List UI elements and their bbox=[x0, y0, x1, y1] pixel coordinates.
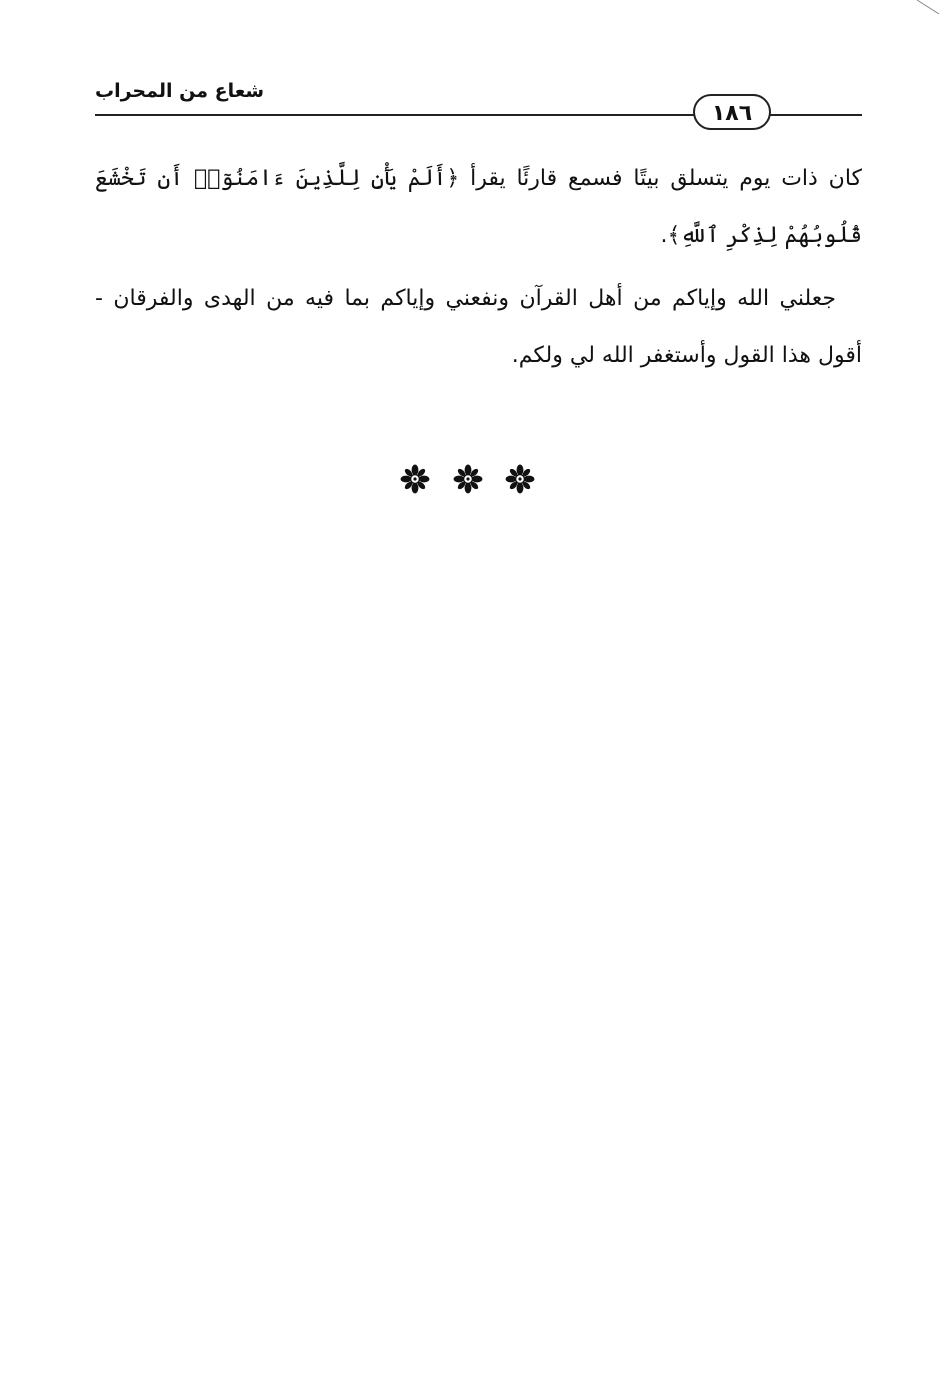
quote-close-bracket: ﴾ bbox=[667, 223, 681, 248]
scan-corner-mark bbox=[899, 0, 939, 20]
paragraph-1-end: . bbox=[660, 223, 668, 248]
running-title: شعاع من المحراب bbox=[95, 80, 265, 102]
quran-verse: أَلَمْ يَأْنِ لِلَّذِينَ ءَامَنُوٓا۟ أَن تَخْشَعَ قُلُوبُهُمْ لِذِكْرِ ٱللَّهِ bbox=[95, 166, 862, 248]
page-number: ١٨٦ bbox=[693, 94, 771, 130]
flower-ornament-icon bbox=[453, 464, 483, 494]
paragraph-1-text: كان ذات يوم يتسلق بيتًا فسمع قارئًا يقرأ bbox=[459, 166, 863, 191]
section-ornaments bbox=[400, 462, 535, 496]
paragraph-2: جعلني الله وإياكم من أهل القرآن ونفعني وإياكم بما فيه من الهدى والفرقان - أقول هذا القول وأستغفر الله لي ولكم. bbox=[95, 286, 862, 368]
page-header bbox=[95, 78, 862, 128]
flower-ornament-icon bbox=[400, 464, 430, 494]
flower-ornament-icon bbox=[505, 464, 535, 494]
paragraph-1 bbox=[95, 150, 862, 264]
quote-open-bracket: ﴿ bbox=[446, 166, 460, 191]
